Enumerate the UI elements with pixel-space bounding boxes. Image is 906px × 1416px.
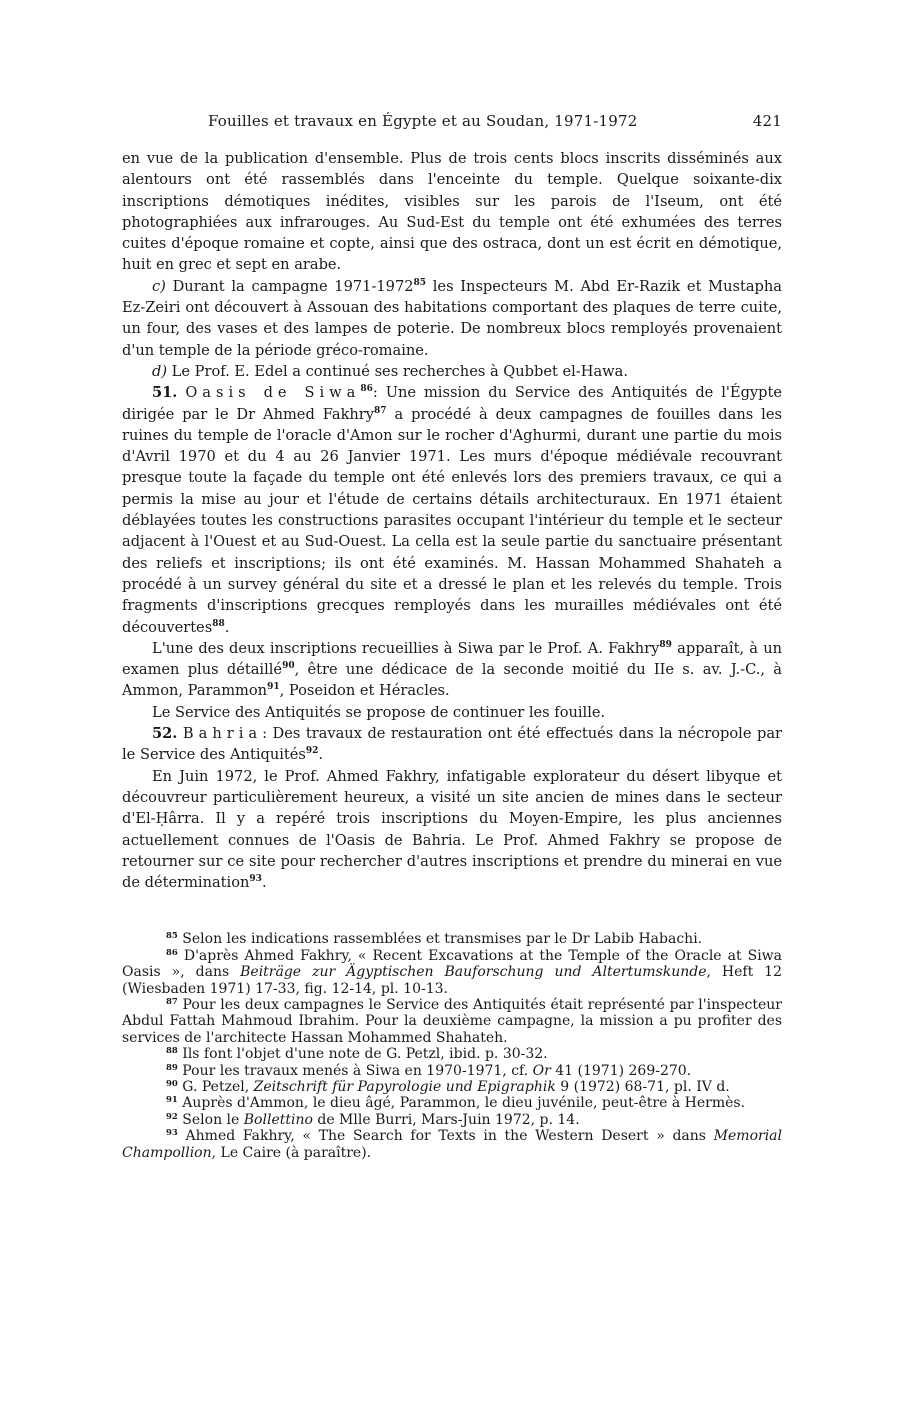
paragraph — [122, 702, 782, 723]
section-52 — [122, 723, 782, 766]
section-number: 51. — [152, 384, 178, 402]
paragraph-c — [122, 276, 782, 361]
footnote-number: 93 — [166, 1128, 178, 1139]
footnote-text: D'après Ahmed Fakhry, « Recent Excavations at the Temple of the Oracle at Siwa Oasis », dans — [122, 947, 782, 981]
section-51 — [122, 382, 782, 638]
main-text — [122, 148, 782, 893]
footnote-90 — [122, 1079, 782, 1095]
paragraph — [122, 148, 782, 276]
footnote-title: Or — [532, 1062, 551, 1079]
paragraph-text: les Inspecteurs M. Abd Er-Razik et Mustapha Ez-Zeiri ont découvert à Assouan des habitations comportant des plaques de terre cuite, un four, des vases et des lampes de poterie. De nombreux blocs remployés provenaient d'un temple de la période gréco-romaine. — [122, 277, 782, 359]
footnote-text: Pour les travaux menés à Siwa en 1970-1971, cf. — [177, 1062, 533, 1079]
paragraph-text: : Des travaux de restauration ont été effectués dans la nécropole par le Service des Antiquités — [122, 725, 782, 764]
footnote-text: , Le Caire (à paraître). — [211, 1144, 372, 1161]
footnote-92 — [122, 1112, 782, 1128]
footnote-number: 89 — [166, 1062, 178, 1073]
footnote-ref[interactable]: 90 — [282, 661, 295, 672]
paragraph-text: L'une des deux inscriptions recueillies à Siwa par le Prof. A. Fakhry — [152, 639, 660, 657]
footnote-87 — [122, 997, 782, 1046]
footnote-text: , Heft 12 (Wiesbaden 1971) 17-33, fig. 12-14, pl. 10-13. — [122, 964, 783, 997]
footnote-ref[interactable]: 92 — [305, 746, 319, 757]
footnote-text: Selon les indications rassemblées et transmises par le Dr Labib Habachi. — [177, 931, 703, 948]
paragraph-text: Le Prof. E. Edel a continué ses recherches à Qubbet el-Hawa. — [167, 362, 628, 380]
footnote-89 — [122, 1063, 782, 1079]
paragraph-text: . — [224, 618, 230, 636]
footnote-number: 90 — [166, 1079, 178, 1090]
footnote-text: 41 (1971) 269-270. — [550, 1062, 692, 1079]
section-title: Bahria — [182, 725, 263, 743]
footnote-text: G. Petzel, — [177, 1079, 254, 1096]
footnote-text: Pour les deux campagnes le Service des Antiquités était représenté par l'inspecteur Abdul Fattah Mahmoud Ibrahim. Pour la deuxième campagne, la mission a pu profiter des services de l'architecte Hassan Mohammed Shahateh. — [122, 997, 782, 1046]
footnote-86 — [122, 948, 782, 997]
paragraph-text: Durant la campagne 1971-1972 — [165, 277, 414, 295]
footnotes — [122, 931, 782, 1161]
paragraph-text: apparaît, à un examen plus détaillé — [122, 639, 782, 679]
footnote-text: Ahmed Fakhry, « The Search for Texts in the Western Desert » dans — [177, 1128, 714, 1145]
footnote-number: 85 — [166, 931, 178, 942]
footnote-number: 88 — [166, 1046, 178, 1057]
paragraph-text: en vue de la publication d'ensemble. Plus de trois cents blocs inscrits disséminés aux alentours ont été rassemblés dans l'enceinte du temple. Quelque soixante-dix inscriptions démotiques inédites, visibles sur les parois de l'Iseum, ont été photographiées aux infrarouges. Au Sud-Est du temple ont été exhumées des terres cuites d'époque romaine et copte, ainsi que des ostraca, dont un est écrit en démotique, huit en grec et sept en arabe. — [122, 150, 782, 274]
paragraph-text: a procédé à deux campagnes de fouilles dans les ruines du temple de l'oracle d'Amon sur le rocher d'Aghurmi, durant une partie du mois d'Avril 1970 et du 4 au 26 Janvier 1971. Les murs d'époque médiévale recouvrant presque toute la façade du temple ont été enlevés lors des premiers travaux, ce qui a permis la mise au jour et l'étude de certains détails architecturaux. En 1971 étaient déblayées toutes les constructions parasites occupant l'intérieur du temple et le secteur adjacent à l'Ouest et au Sud-Ouest. La cella est la seule partie du sanctuaire présentant des reliefs et inscriptions; ils ont été examinés. M. Hassan Mohammed Shahateh a procédé à un survey général du site et a dressé le plan et les relevés du temple. Trois fragments d'inscriptions grecques remployés dans les murailles médiévales ont été découvertes — [122, 405, 782, 636]
paragraph-text: Le Service des Antiquités se propose de continuer les fouille. — [152, 703, 606, 721]
page-number: 421 — [752, 112, 782, 130]
item-label: c) — [152, 277, 166, 295]
running-title: Fouilles et travaux en Égypte et au Soudan, 1971-1972 — [208, 112, 638, 130]
item-label: d) — [152, 362, 168, 380]
paragraph-text: En Juin 1972, le Prof. Ahmed Fakhry, infatigable explorateur du désert libyque et découvreur particulièrement heureux, a visité un site ancien de mines dans le secteur d'El-Ḥârra. Il y a repéré trois inscriptions du Moyen-Empire, les plus anciennes actuellement connues de l'Oasis de Bahria. Le Prof. Ahmed Fakhry se propose de retourner sur ce site pour rechercher d'autres inscriptions et prendre du minerai en vue de détermination — [122, 767, 782, 892]
footnote-number: 91 — [166, 1095, 178, 1106]
footnote-ref[interactable]: 88 — [212, 618, 225, 629]
footnote-text: Auprès d'Ammon, le dieu âgé, Parammon, le dieu juvénile, peut-être à Hermès. — [177, 1095, 746, 1112]
footnote-number: 86 — [166, 947, 178, 958]
footnote-number: 92 — [166, 1111, 178, 1122]
footnote-title: Memorial Champollion — [122, 1128, 782, 1161]
footnote-number: 87 — [166, 997, 178, 1008]
footnote-ref[interactable]: 89 — [659, 639, 672, 650]
footnote-88 — [122, 1046, 782, 1062]
paragraph-text: . — [261, 874, 267, 892]
footnote-text: 9 (1972) 68-71, pl. IV d. — [555, 1079, 730, 1096]
footnote-85 — [122, 931, 782, 947]
page — [122, 112, 782, 1161]
paragraph-text: , Poseidon et Héracles. — [279, 682, 450, 700]
footnote-title: Zeitschrift für Papyrologie und Epigraphik — [253, 1079, 556, 1096]
section-title: Oasis de Siwa — [185, 384, 361, 402]
footnote-text: Ils font l'objet d'une note de G. Petzl, ibid. p. 30-32. — [177, 1046, 548, 1063]
footnote-ref[interactable]: 86 — [360, 384, 373, 395]
footnote-text: Selon le — [177, 1111, 244, 1128]
footnote-91 — [122, 1095, 782, 1111]
paragraph — [122, 638, 782, 702]
paragraph-text: , être une dédicace de la seconde moitié du IIe s. av. J.-C., à Ammon, Parammon — [122, 661, 782, 700]
paragraph-text: : Une mission du Service des Antiquités de l'Égypte dirigée par le Dr Ahmed Fakhry — [122, 384, 782, 423]
footnote-title: Bollettino — [243, 1111, 313, 1128]
section-number: 52. — [152, 725, 178, 743]
paragraph-d — [122, 361, 782, 382]
footnote-ref[interactable]: 87 — [374, 405, 387, 416]
running-head — [208, 112, 782, 130]
footnote-title: Beiträge zur Ägyptischen Bauforschung und Altertumskunde — [240, 964, 707, 981]
footnote-text: de Mlle Burri, Mars-Juin 1972, p. 14. — [312, 1111, 580, 1128]
footnote-93 — [122, 1128, 782, 1161]
paragraph — [122, 766, 782, 894]
footnote-ref[interactable]: 91 — [267, 682, 280, 693]
footnote-ref[interactable]: 93 — [249, 874, 262, 885]
footnote-ref[interactable]: 85 — [413, 277, 427, 288]
paragraph-text: . — [318, 746, 324, 764]
